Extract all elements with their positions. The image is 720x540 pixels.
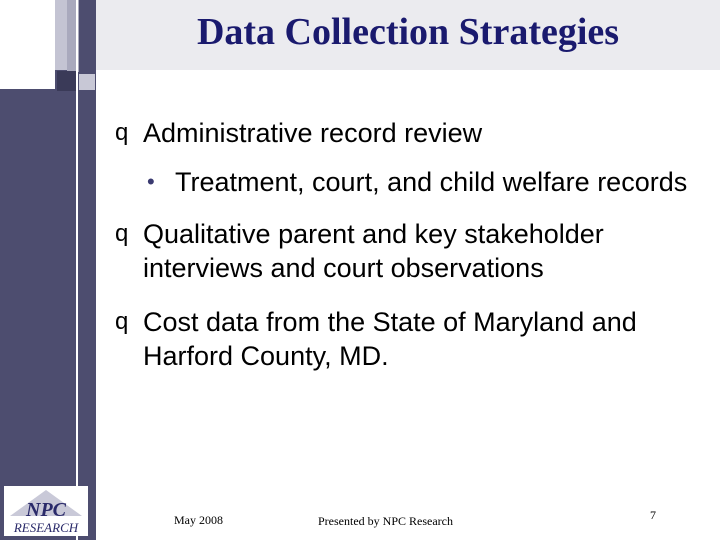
sub-bullet-item <box>147 165 705 199</box>
logo-graphic <box>4 486 88 536</box>
logo-research-text: RESEARCH <box>13 520 79 535</box>
checkbox-bullet-icon: q <box>115 220 129 247</box>
dot-bullet-icon: • <box>147 169 155 194</box>
checkbox-bullet-icon: q <box>115 308 129 335</box>
decor-top-white-block <box>0 22 55 89</box>
sub-bullet-text: Treatment, court, and child welfare records <box>175 167 688 197</box>
decor-top-white-strip <box>0 0 55 22</box>
decor-light-square <box>79 74 95 90</box>
page-title: Data Collection Strategies <box>196 11 620 53</box>
checkbox-bullet-icon: q <box>115 119 129 146</box>
title-divider <box>96 70 720 72</box>
decor-vertical-line <box>76 0 78 540</box>
bullet-text: Cost data from the State of Maryland and Harford County, MD. <box>143 307 637 371</box>
bullet-item <box>115 217 705 285</box>
bullet-item <box>115 305 705 373</box>
page-number: 7 <box>650 508 656 522</box>
footer-presenter: Presented by NPC Research <box>318 514 453 528</box>
decor-light-column <box>55 0 67 70</box>
footer-date: May 2008 <box>174 513 223 527</box>
decor-dark-square <box>57 71 77 91</box>
bullet-item <box>115 116 705 150</box>
npc-research-logo <box>4 486 88 536</box>
bullet-list <box>115 116 705 393</box>
bullet-text: Qualitative parent and key stakeholder interviews and court observations <box>143 219 604 283</box>
logo-npc-text: NPC <box>26 499 66 521</box>
bullet-text: Administrative record review <box>143 118 483 148</box>
